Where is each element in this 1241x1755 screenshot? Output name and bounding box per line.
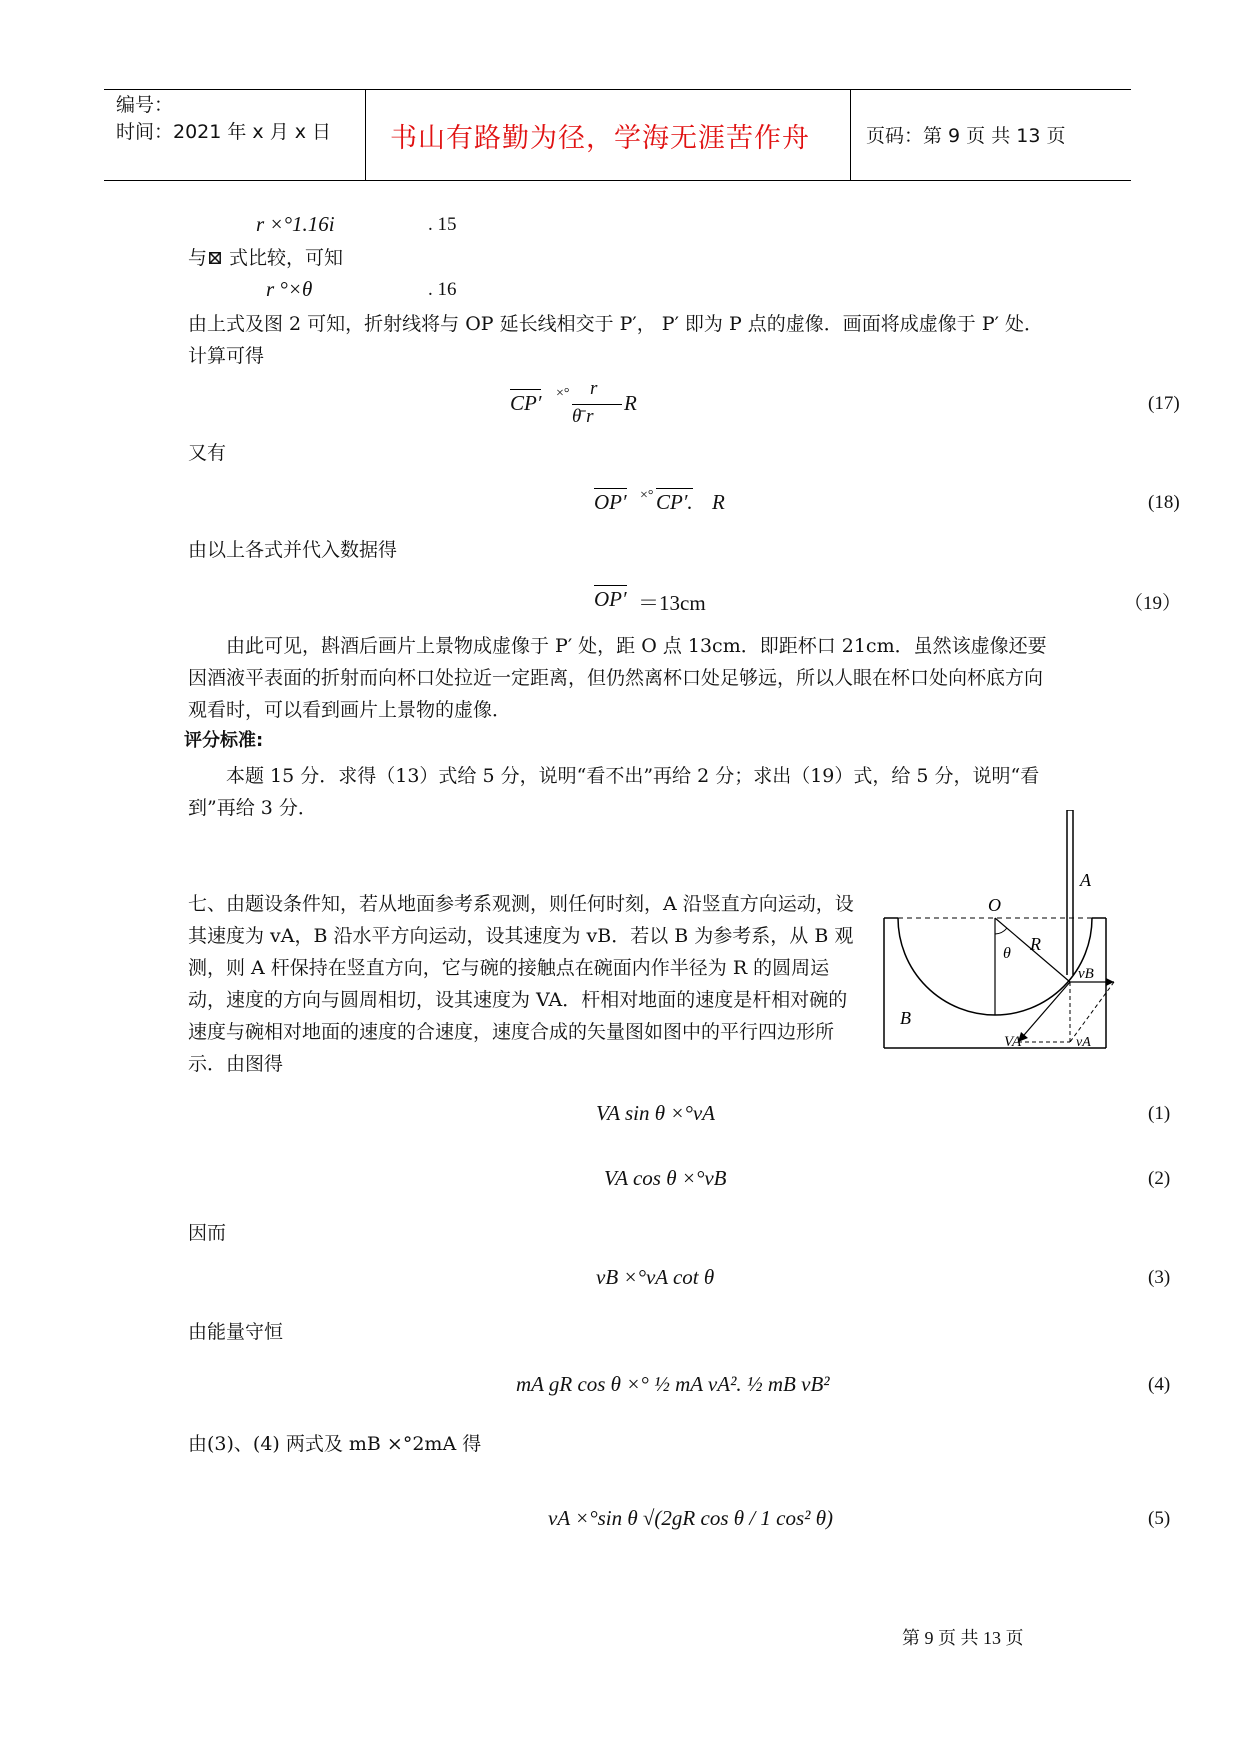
eq19-rhs: ＝13cm [638, 591, 706, 615]
energy-label: 由能量守恒 [188, 1321, 284, 1343]
header-top-rule [104, 89, 1131, 90]
label-R: R [1030, 934, 1041, 954]
eq16-number: . 16 [428, 279, 457, 300]
eq3-text: vB ×°vA cot θ [596, 1265, 715, 1289]
substitute-line: 由以上各式并代入数据得 [188, 539, 398, 561]
eq5-text: vA ×°sin θ √(2gR cos θ / 1 cos² θ) [548, 1506, 833, 1530]
eq17-numerator: r [590, 378, 598, 399]
label-A: A [1080, 870, 1091, 890]
VA-vector [1018, 982, 1070, 1042]
header-divider-right [850, 89, 851, 181]
label-theta: θ [1003, 945, 1011, 962]
eq17-denominator: θ̄ r [572, 406, 594, 427]
section7-text: 七、由题设条件知，若从地面参考系观测，则任何时刻，A 沿竖直方向运动，设其速度为 vA，B 沿水平方向运动，设其速度为 vB．若以 B 为参考系，从 B 观测，则 A 杆保持在竖直方向，它与碗的接触点在碗面内作半径为 R 的圆周运动，速度的方向与圆周相切，设其速度为 VA．杆相对地面的速度是杆相对碗的速度与碗相对地面的速度的合速度，速度合成的矢量图如图中的平行四边形所示．由图得 [188, 893, 854, 1075]
header-divider-left [365, 89, 366, 181]
eq2-number: (2) [1148, 1168, 1171, 1189]
eq4-number: (4) [1148, 1374, 1171, 1395]
eq17-number: (17) [1148, 393, 1180, 414]
eq17-lhs: CP′ [510, 391, 542, 415]
eq18-lhs: OP′ [594, 490, 627, 514]
label-vA: vA [1076, 1035, 1091, 1050]
from34-label: 由(3)、(4) 两式及 mB ×°2mA 得 [188, 1433, 482, 1455]
label-B: B [900, 1008, 911, 1028]
eq15-text: r ×°1.16i [256, 212, 335, 236]
eq18-number: (18) [1148, 492, 1180, 513]
eq2-text: VA cos θ ×°vB [604, 1166, 727, 1190]
grading-body: 本题 15 分．求得（13）式给 5 分，说明“看不出”再给 2 分；求出（19）式，给 5 分，说明“看到”再给 3 分． [188, 765, 1040, 819]
yin-er-label: 因而 [188, 1222, 227, 1244]
eq3-number: (3) [1148, 1267, 1171, 1288]
eq19-lhs: OP′ [594, 587, 627, 611]
eq1-text: VA sin θ ×°vA [596, 1101, 716, 1125]
paragraph-conclusion: 由此可见，斟酒后画片上景物成虚像于 P′ 处，距 O 点 13cm．即距杯口 21cm．虽然该虚像还要因酒液平表面的折射而向杯口处拉近一定距离，但仍然离杯口处足够远，所以人眼在杯口处向杯底方向观看时，可以看到画片上景物的虚像． [188, 635, 1047, 721]
label-O: O [988, 895, 1001, 915]
grading-title: 评分标准: [184, 730, 264, 751]
eq17-relation: ×° [556, 386, 570, 401]
eq17-fraction-bar [572, 404, 622, 405]
eq18-mid: CP′. [656, 490, 693, 514]
time-label: 时间：2021 年 x 月 x 日 [116, 121, 332, 143]
eq5-number: (5) [1148, 1508, 1171, 1529]
page-label: 页码：第 9 页 共 13 页 [866, 125, 1066, 147]
paragraph-intro: 由上式及图 2 可知，折射线将与 OP 延长线相交于 P′， P′ 即为 P 点的虚像．画面将成虚像于 P′ 处．计算可得 [188, 313, 1043, 367]
motto: 书山有路勤为径，学海无涯苦作舟 [390, 123, 810, 154]
eq4-text: mA gR cos θ ×° ½ mA vA². ½ mB vB² [516, 1372, 830, 1396]
youyou-label: 又有 [188, 442, 227, 464]
label-VA: VA [1004, 1034, 1022, 1050]
eq1-number: (1) [1148, 1103, 1171, 1124]
eq16-text: r °×θ [266, 277, 313, 301]
vB-arrowhead [1106, 978, 1114, 986]
parallelogram-side [1070, 982, 1114, 1042]
eq15-number: . 15 [428, 214, 457, 235]
header-bottom-rule [104, 180, 1131, 181]
bowl-rod-figure [878, 810, 1128, 1055]
page-footer: 第 9 页 共 13 页 [902, 1628, 1024, 1648]
theta-arc [995, 928, 1007, 934]
compare-line: 与⊠ 式比较，可知 [188, 247, 343, 269]
eq18-tail: R [712, 490, 725, 514]
eq19-number: （19） [1124, 593, 1182, 614]
eq18-relation: ×° [640, 488, 654, 503]
eq17-tail: R [624, 391, 637, 415]
label-vB: vB [1078, 966, 1094, 982]
serial-label: 编号： [116, 94, 174, 116]
